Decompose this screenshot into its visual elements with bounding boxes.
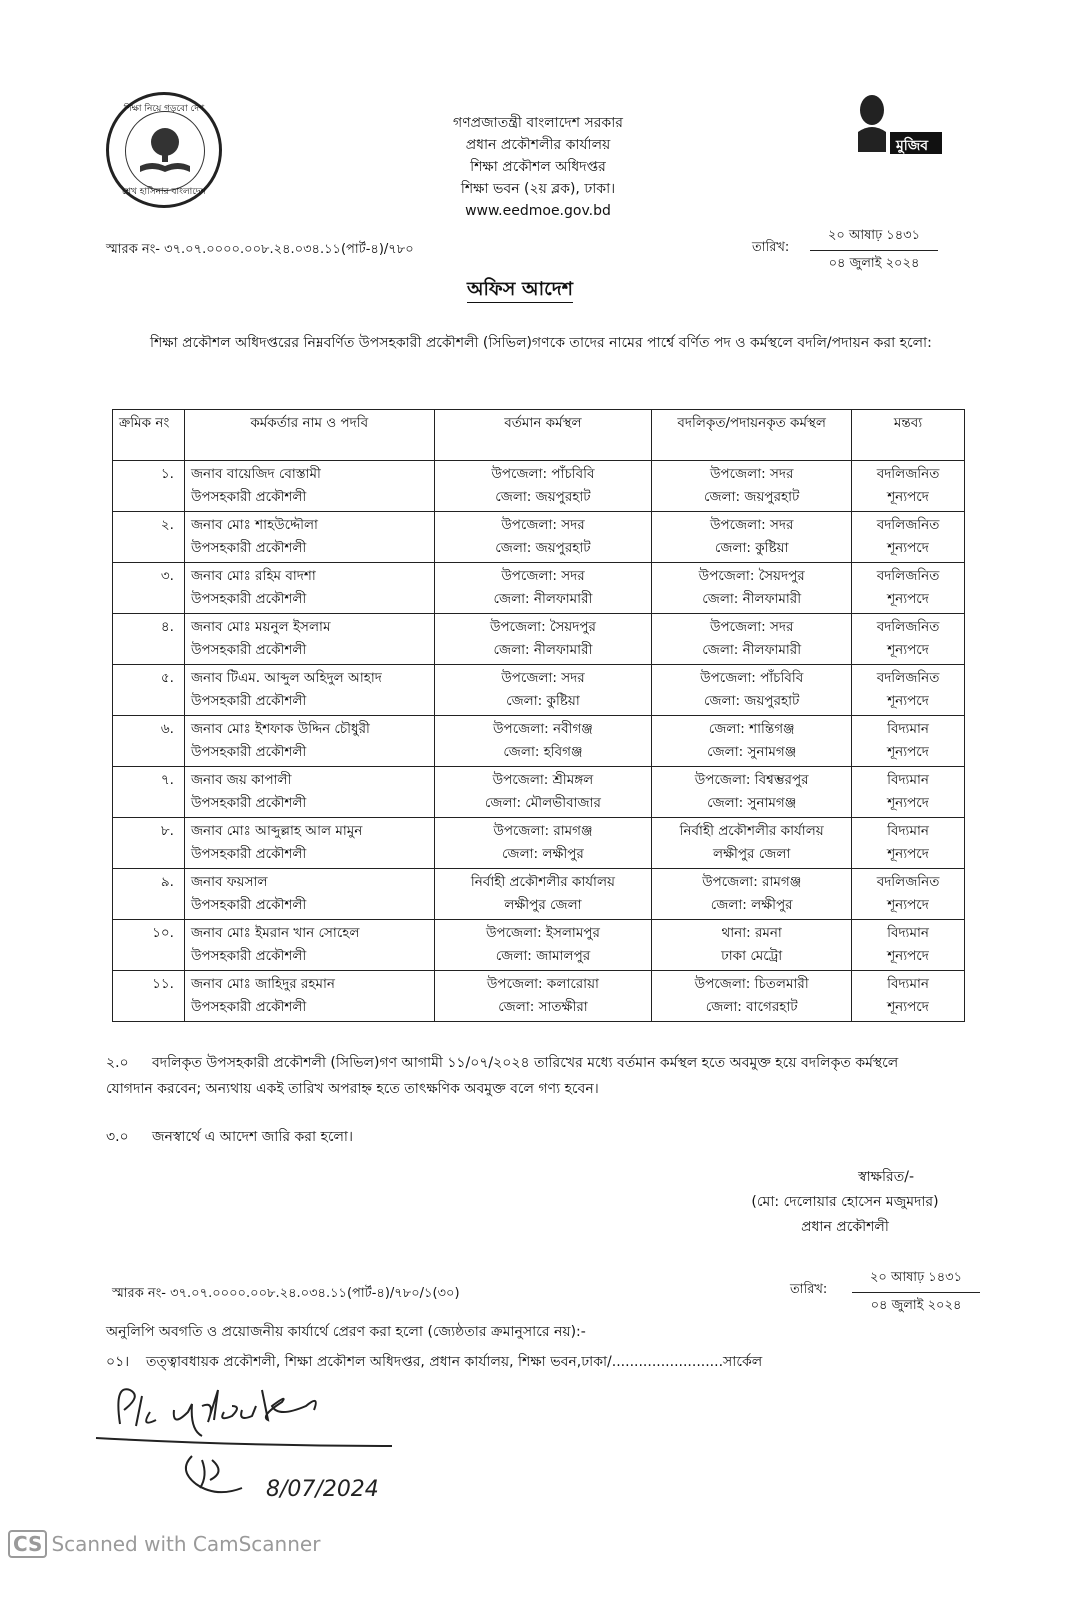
table-row: [113, 920, 965, 971]
cell-remarks: [852, 818, 965, 869]
cell-officer-name: জনাব মোঃ শাহউদ্দৌলা: [190, 517, 318, 533]
cell-remarks-rem2: শূন্যপদে: [887, 489, 929, 505]
cell-officer-name: জনাব মোঃ ময়নুল ইসলাম: [190, 619, 331, 635]
memo-ref-number: ৩৭.০৭.০০০০.০০৮.২৪.০৩৪.১১(পার্ট-৪)/৭৮০: [164, 242, 414, 257]
cell-new-station-new2: জেলা: লক্ষীপুর: [710, 897, 793, 913]
cell-new-station: [652, 818, 852, 869]
cell-current-station-cur1: উপজেলা: সদর: [501, 670, 585, 686]
cell-new-station: [652, 920, 852, 971]
paragraph-2-text: বদলিকৃত উপসহকারী প্রকৌশলী (সিভিল)গণ আগামী ১১/০৭/২০২৪ তারিখের মধ্যে বর্তমান কর্মস্থল হতে অবমুক্ত হয়ে বদলিকৃত কর্মস্থলে যোগদান করবেন; অন্যথায় একই তারিখ অপরাহ্ন হতে তাৎক্ষণিক অবমুক্ত বলে গণ্য হবেন।: [106, 1055, 899, 1097]
cell-new-station-new2: জেলা: নীলফামারী: [702, 642, 802, 658]
cell-current-station-cur2: জেলা: নীলফামারী: [493, 591, 593, 607]
memo-date-bangla: ২০ আষাঢ় ১৪৩১: [810, 226, 938, 251]
book-tree-icon: [126, 112, 204, 190]
signatory-name: (মো: দেলোয়ার হোসেন মজুমদার): [751, 1194, 939, 1210]
cell-new-station: [652, 614, 852, 665]
cell-current-station: [434, 869, 652, 920]
cell-officer-name: জনাব মোঃ রহিম বাদশা: [190, 568, 316, 584]
cell-serial: [113, 665, 185, 716]
cell-officer: [184, 716, 434, 767]
cell-new-station-new2: জেলা: জয়পুরহাট: [704, 693, 800, 709]
cell-current-station-cur2: জেলা: জামালপুর: [495, 948, 591, 964]
cell-serial: [113, 971, 185, 1022]
cell-remarks-rem2: শূন্যপদে: [887, 591, 929, 607]
cell-remarks-rem1: বিদ্যমান: [887, 823, 929, 839]
copy-memo-date-bangla: ২০ আষাঢ় ১৪৩১: [852, 1268, 980, 1293]
signature-block: [720, 1165, 970, 1240]
cell-serial: [113, 920, 185, 971]
cell-remarks-rem1: বদলিজনিত: [876, 517, 940, 533]
cell-remarks-rem1: বিদ্যমান: [887, 772, 929, 788]
cell-new-station-new2: জেলা: বাগেরহাট: [705, 999, 798, 1015]
camscanner-logo-icon: CS: [8, 1530, 47, 1558]
col-header-name: কর্মকর্তার নাম ও পদবি: [184, 410, 434, 461]
cell-serial: [113, 767, 185, 818]
cell-remarks-rem2: শূন্যপদে: [887, 642, 929, 658]
cell-current-station-cur2: লক্ষীপুর জেলা: [504, 897, 582, 913]
cell-new-station: [652, 665, 852, 716]
copy-memo-ref-number: ৩৭.০৭.০০০০.০০৮.২৪.০৩৪.১১(পার্ট-৪)/৭৮০/১(৩০): [170, 1286, 460, 1301]
cell-current-station-cur2: জেলা: লক্ষীপুর: [502, 846, 584, 862]
cell-officer-desig: উপসহকারী প্রকৌশলী: [190, 948, 307, 964]
cell-new-station: [652, 563, 852, 614]
copy-memo-ref-label: স্মারক নং-: [112, 1286, 166, 1301]
cell-serial: [113, 614, 185, 665]
cell-new-station: [652, 869, 852, 920]
handwritten-date: 8/07/2024: [266, 1477, 379, 1502]
table-header-row: [113, 410, 965, 461]
cell-remarks-rem2: শূন্যপদে: [887, 948, 929, 964]
cell-new-station-new2: জেলা: জয়পুরহাট: [704, 489, 800, 505]
cell-officer-desig: উপসহকারী প্রকৌশলী: [190, 693, 307, 709]
cell-remarks-rem1: বিদ্যমান: [887, 721, 929, 737]
cell-serial: [113, 818, 185, 869]
cell-officer-name: জনাব মোঃ আব্দুল্লাহ আল মামুন: [190, 823, 363, 839]
cell-serial-sl: ১.: [160, 466, 174, 482]
cell-serial-sl: ৮.: [160, 823, 174, 839]
cell-serial-sl: ৪.: [160, 619, 174, 635]
cell-officer-name: জনাব মোঃ ইমরান খান সোহেল: [190, 925, 360, 941]
cell-current-station-cur2: জেলা: সাতক্ষীরা: [498, 999, 588, 1015]
cell-remarks-rem2: শূন্যপদে: [887, 999, 929, 1015]
cell-new-station-new1: নির্বাহী প্রকৌশলীর কার্যালয়: [679, 823, 824, 839]
cell-remarks-rem2: শূন্যপদে: [887, 540, 929, 556]
cell-current-station: [434, 971, 652, 1022]
cell-new-station: [652, 461, 852, 512]
cell-remarks-rem2: শূন্যপদে: [887, 693, 929, 709]
camscanner-text: Scanned with CamScanner: [51, 1532, 321, 1556]
header-website: www.eedmoe.gov.bd: [465, 203, 611, 219]
cell-current-station-cur1: উপজেলা: সদর: [501, 568, 585, 584]
cell-remarks: [852, 971, 965, 1022]
cell-current-station: [434, 818, 652, 869]
cell-current-station-cur1: উপজেলা: পাঁচবিবি: [491, 466, 595, 482]
cell-new-station-new2: জেলা: সুনামগঞ্জ: [707, 795, 797, 811]
cell-officer-desig: উপসহকারী প্রকৌশলী: [190, 540, 307, 556]
copy-memo-date: [852, 1268, 980, 1317]
intro-paragraph: শিক্ষা প্রকৌশল অধিদপ্তরের নিম্নবর্ণিত উপসহকারী প্রকৌশলী (সিভিল)গণকে তাদের নামের পার্শ্বে বর্ণিত পদ ও কর্মস্থলে বদলি/পদায়ন করা হলো:: [150, 335, 932, 351]
cell-new-station-new2: লক্ষীপুর জেলা: [713, 846, 791, 862]
cell-current-station-cur2: জেলা: জয়পুরহাট: [495, 489, 591, 505]
left-logo-seal: [106, 92, 222, 208]
copy-memo-date-english: ০৪ জুলাই ২০২৪: [870, 1298, 962, 1313]
cell-serial-sl: ১১.: [152, 976, 174, 992]
copy-memo-reference: [112, 1284, 460, 1305]
cell-remarks-rem2: শূন্যপদে: [887, 744, 929, 760]
cell-new-station-new1: উপজেলা: সদর: [709, 517, 794, 533]
cell-new-station-new2: জেলা: নীলফামারী: [702, 591, 802, 607]
cell-new-station-new1: উপজেলা: চিতলমারী: [694, 976, 809, 992]
cell-officer: [184, 461, 434, 512]
cell-officer-desig: উপসহকারী প্রকৌশলী: [190, 591, 307, 607]
cell-remarks: [852, 563, 965, 614]
cell-current-station-cur1: উপজেলা: ইসলামপুর: [485, 925, 600, 941]
cell-officer-desig: উপসহকারী প্রকৌশলী: [190, 999, 307, 1015]
cell-remarks-rem1: বিদ্যমান: [887, 925, 929, 941]
copy-item-number: ০১।: [106, 1354, 130, 1370]
cell-serial: [113, 869, 185, 920]
cell-current-station-cur2: জেলা: কুষ্টিয়া: [506, 693, 580, 709]
cell-remarks-rem1: বদলিজনিত: [876, 568, 940, 584]
cell-new-station: [652, 767, 852, 818]
cell-current-station-cur1: উপজেলা: রামগঞ্জ: [493, 823, 593, 839]
table-row: [113, 614, 965, 665]
col-header-remarks: মন্তব্য: [852, 410, 965, 461]
cell-current-station-cur2: জেলা: জয়পুরহাট: [495, 540, 591, 556]
cell-officer-desig: উপসহকারী প্রকৌশলী: [190, 897, 307, 913]
memo-reference: [106, 240, 414, 261]
cell-remarks: [852, 512, 965, 563]
office-header: [300, 112, 776, 222]
cell-remarks: [852, 716, 965, 767]
col-header-new-station: বদলিকৃত/পদায়নকৃত কর্মস্থল: [652, 410, 852, 461]
header-line-department: শিক্ষা প্রকৌশল অধিদপ্তর: [470, 159, 606, 175]
copy-intro: অনুলিপি অবগতি ও প্রয়োজনীয় কার্যার্থে প্রেরণ করা হলো (জ্যেষ্ঠতার ক্রমানুসারে নয়):-: [106, 1324, 586, 1340]
copy-memo-date-label: তারিখ:: [790, 1282, 828, 1297]
cell-officer: [184, 971, 434, 1022]
transfer-table: [112, 409, 965, 1022]
cell-new-station-new1: থানা: রমনা: [721, 925, 782, 941]
cell-officer-desig: উপসহকারী প্রকৌশলী: [190, 795, 307, 811]
cell-officer: [184, 665, 434, 716]
cell-new-station: [652, 716, 852, 767]
cell-current-station: [434, 665, 652, 716]
cell-officer: [184, 767, 434, 818]
logo-inner-circle: [125, 111, 205, 191]
cell-remarks-rem1: বিদ্যমান: [887, 976, 929, 992]
cell-current-station: [434, 767, 652, 818]
cell-officer: [184, 512, 434, 563]
table-row: [113, 461, 965, 512]
cell-officer-name: জনাব মোঃ জাহিদুর রহমান: [190, 976, 335, 992]
cell-current-station-cur1: উপজেলা: সদর: [501, 517, 585, 533]
document-title: [0, 275, 1040, 307]
paragraph-2: [106, 1050, 946, 1102]
cell-new-station-new1: উপজেলা: সদর: [709, 619, 794, 635]
header-line-address: শিক্ষা ভবন (২য় ব্লক), ঢাকা।: [460, 181, 616, 197]
cell-officer-name: জনাব জয় কাপালী: [190, 772, 292, 788]
cell-remarks-rem1: বদলিজনিত: [876, 874, 940, 890]
logo-ring-text-bottom: শেখ হাসিনার বাংলাদেশ: [122, 187, 206, 197]
cell-remarks-rem1: বদলিজনিত: [876, 466, 940, 482]
memo-date-english: ০৪ জুলাই ২০২৪: [828, 256, 920, 271]
cell-officer: [184, 563, 434, 614]
cell-serial-sl: ১০.: [152, 925, 174, 941]
cell-officer: [184, 614, 434, 665]
logo-ring-text-top: শিক্ষা নিয়ে গড়বো দেশ: [123, 104, 205, 114]
cell-serial: [113, 512, 185, 563]
cell-new-station-new1: উপজেলা: পাঁচবিবি: [700, 670, 804, 686]
cell-current-station-cur1: উপজেলা: সৈয়দপুর: [489, 619, 596, 635]
cell-current-station-cur2: জেলা: মৌলভীবাজার: [484, 795, 601, 811]
cell-new-station: [652, 971, 852, 1022]
cell-new-station-new2: ঢাকা মেট্রো: [721, 948, 783, 964]
paragraph-3-text: জনস্বার্থে এ আদেশ জারি করা হলো।: [152, 1129, 353, 1145]
cell-remarks-rem2: শূন্যপদে: [887, 795, 929, 811]
table-row: [113, 767, 965, 818]
cell-new-station: [652, 512, 852, 563]
memo-date-label: তারিখ:: [752, 240, 790, 255]
cell-serial: [113, 716, 185, 767]
cell-remarks-rem1: বদলিজনিত: [876, 670, 940, 686]
cell-officer-name: জনাব ফয়সাল: [190, 874, 268, 890]
cell-officer-desig: উপসহকারী প্রকৌশলী: [190, 744, 307, 760]
cell-new-station-new2: জেলা: কুষ্টিয়া: [714, 540, 789, 556]
cell-remarks-rem1: বদলিজনিত: [876, 619, 940, 635]
table-row: [113, 512, 965, 563]
cell-officer-desig: উপসহকারী প্রকৌশলী: [190, 846, 307, 862]
cell-current-station-cur1: উপজেলা: শ্রীমঙ্গল: [492, 772, 594, 788]
header-line-government: গণপ্রজাতন্ত্রী বাংলাদেশ সরকার: [453, 115, 623, 131]
mujib-logo-text: মুজিব: [896, 138, 929, 154]
cell-officer-name: জনাব টিএম. আব্দুল অহিদুল আহাদ: [190, 670, 382, 686]
col-header-current-station: বর্তমান কর্মস্থল: [434, 410, 652, 461]
cell-officer-name: জনাব মোঃ ইশফাক উদ্দিন চৌধুরী: [190, 721, 370, 737]
memo-date: [810, 226, 938, 275]
cell-new-station-new1: জেলা: শান্তিগঞ্জ: [708, 721, 795, 737]
memo-ref-label: স্মারক নং-: [106, 242, 160, 257]
table-body: [113, 461, 965, 1022]
table-row: [113, 665, 965, 716]
cell-serial-sl: ৫.: [160, 670, 174, 686]
copy-item-1: [106, 1350, 966, 1374]
cell-serial-sl: ৩.: [160, 568, 174, 584]
cell-current-station-cur1: উপজেলা: নবীগঞ্জ: [493, 721, 593, 737]
table-row: [113, 563, 965, 614]
cell-current-station: [434, 920, 652, 971]
signed-text: স্বাক্ষরিত/-: [858, 1169, 914, 1185]
cell-remarks-rem2: শূন্যপদে: [887, 846, 929, 862]
cell-officer: [184, 920, 434, 971]
cell-officer-desig: উপসহকারী প্রকৌশলী: [190, 489, 307, 505]
cell-serial-sl: ৭.: [160, 772, 174, 788]
cell-current-station-cur1: নির্বাহী প্রকৌশলীর কার্যালয়: [470, 874, 615, 890]
cell-serial-sl: ৬.: [160, 721, 174, 737]
paragraph-2-number: ২.০: [106, 1055, 129, 1071]
cell-officer-name: জনাব বায়েজিদ বোস্তামী: [190, 466, 321, 482]
right-logo-mujib: [850, 86, 950, 166]
cell-current-station: [434, 512, 652, 563]
paragraph-3: [106, 1124, 946, 1150]
paragraph-3-number: ৩.০: [106, 1129, 129, 1145]
cell-officer-desig: উপসহকারী প্রকৌশলী: [190, 642, 307, 658]
cell-current-station: [434, 461, 652, 512]
document-title-text: অফিস আদেশ: [467, 278, 573, 303]
cell-remarks: [852, 614, 965, 665]
cell-serial: [113, 563, 185, 614]
cell-serial: [113, 461, 185, 512]
cell-remarks: [852, 665, 965, 716]
table-row: [113, 716, 965, 767]
table-row: [113, 869, 965, 920]
table-row: [113, 818, 965, 869]
cell-serial-sl: ২.: [160, 517, 174, 533]
cell-new-station-new1: উপজেলা: রামগঞ্জ: [702, 874, 802, 890]
col-header-serial: ক্রমিক নং: [113, 410, 185, 461]
cell-remarks: [852, 767, 965, 818]
cell-officer: [184, 869, 434, 920]
cell-current-station-cur2: জেলা: নীলফামারী: [493, 642, 593, 658]
cell-remarks-rem2: শূন্যপদে: [887, 897, 929, 913]
table-row: [113, 971, 965, 1022]
cell-new-station-new2: জেলা: সুনামগঞ্জ: [707, 744, 797, 760]
cell-officer: [184, 818, 434, 869]
cell-current-station-cur1: উপজেলা: কলারোয়া: [486, 976, 599, 992]
copy-item-text: তত্ত্বাবধায়ক প্রকৌশলী, শিক্ষা প্রকৌশল অধিদপ্তর, প্রধান কার্যালয়, শিক্ষা ভবন,ঢাকা/.........................সার্কেল: [146, 1354, 763, 1370]
cell-new-station-new1: উপজেলা: সদর: [709, 466, 794, 482]
cell-new-station-new1: উপজেলা: বিশ্বম্ভরপুর: [694, 772, 809, 788]
handwritten-annotation: [92, 1376, 432, 1516]
cell-current-station-cur2: জেলা: হবিগঞ্জ: [503, 744, 583, 760]
cell-remarks: [852, 461, 965, 512]
cell-current-station: [434, 563, 652, 614]
cell-current-station: [434, 614, 652, 665]
cell-serial-sl: ৯.: [160, 874, 174, 890]
signatory-designation: প্রধান প্রকৌশলী: [801, 1219, 889, 1235]
cell-new-station-new1: উপজেলা: সৈয়দপুর: [698, 568, 805, 584]
camscanner-watermark: [8, 1530, 320, 1558]
header-line-office: প্রধান প্রকৌশলীর কার্যালয়: [465, 137, 611, 153]
cell-current-station: [434, 716, 652, 767]
cell-remarks: [852, 869, 965, 920]
cell-remarks: [852, 920, 965, 971]
